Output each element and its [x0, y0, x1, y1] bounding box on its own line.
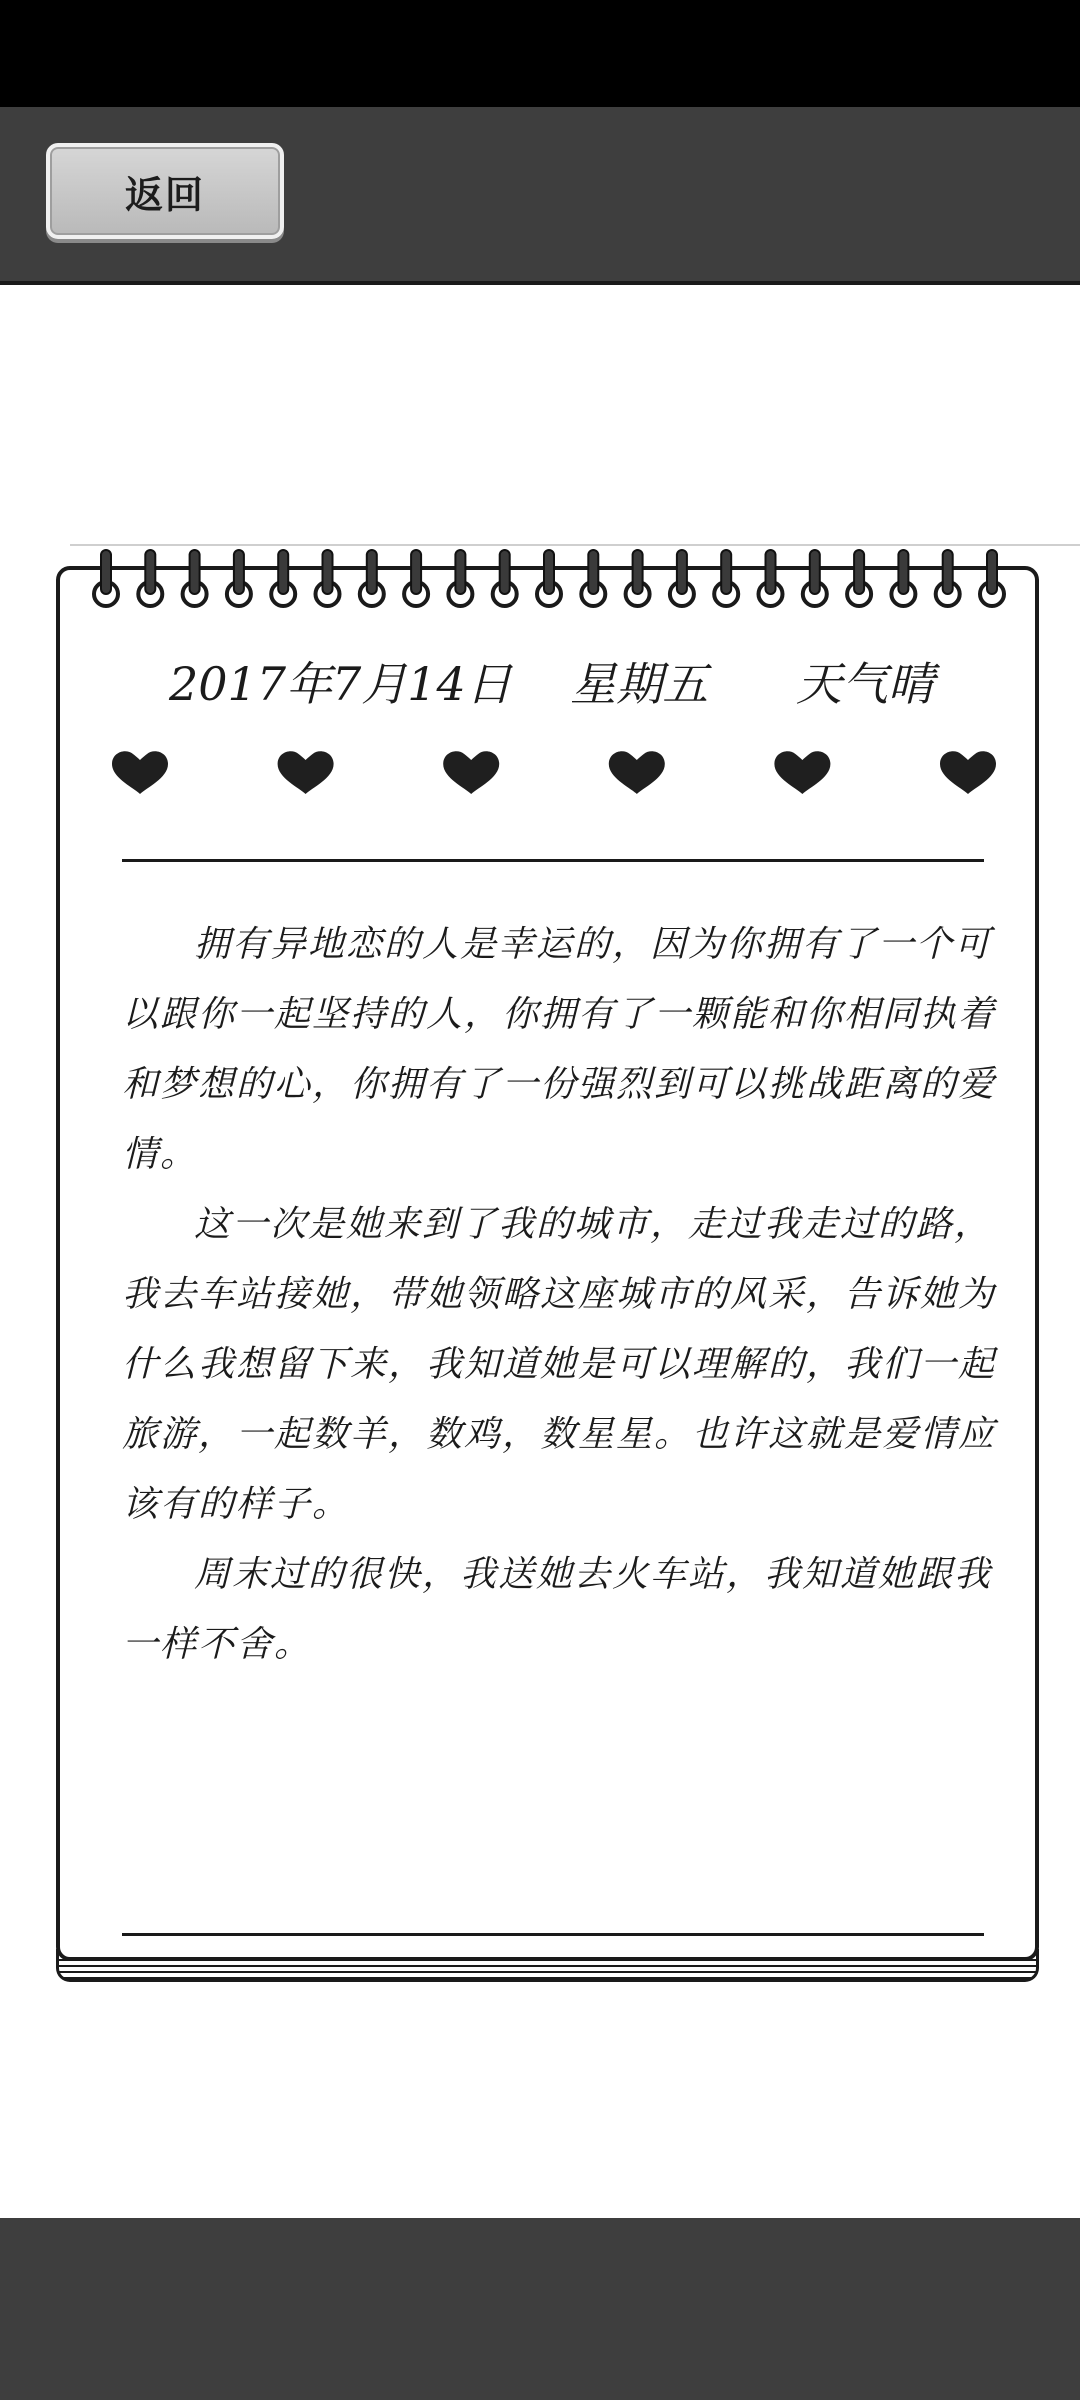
diary-paragraph: 这一次是她来到了我的城市，走过我走过的路，我去车站接她，带她领略这座城市的风采，告诉她为什么我想留下来，我知道她是可以理解的，我们一起旅游，一起数羊，数鸡，数星星。也许这就是爱情应该有的样子。 [122, 1204, 997, 1525]
spiral-ring-icon [360, 550, 384, 606]
spiral-ring-icon [891, 550, 915, 606]
spiral-ring-icon [448, 550, 472, 606]
diary-body [122, 910, 1004, 1680]
spiral-ring-icon [138, 550, 162, 606]
spiral-ring-icon [980, 550, 1004, 606]
hearts-row [110, 748, 998, 796]
status-bar [0, 0, 1080, 107]
heart-icon [774, 751, 830, 794]
heart-icon [443, 751, 499, 794]
back-button[interactable] [46, 143, 284, 239]
heart-icon [940, 751, 996, 794]
spiral-ring-icon [759, 550, 783, 606]
heart-icon [278, 751, 334, 794]
heart-icon [112, 751, 168, 794]
spiral-ring-icon [670, 550, 694, 606]
back-button-label: 返回 [124, 172, 205, 217]
bottom-divider [122, 1933, 984, 1936]
spiral-ring-icon [271, 550, 295, 606]
diary-paragraph: 拥有异地恋的人是幸运的，因为你拥有了一个可以跟你一起坚持的人，你拥有了一颗能和你相同执着和梦想的心，你拥有了一份强烈到可以挑战距离的爱情。 [122, 924, 997, 1175]
spiral-ring-icon [493, 550, 517, 606]
notebook-page [56, 566, 1039, 1961]
spiral-ring-icon [714, 550, 738, 606]
spiral-binding [60, 546, 1043, 616]
spiral-ring-icon [94, 550, 118, 606]
top-divider [122, 859, 984, 862]
bottom-bar [0, 2218, 1080, 2400]
spiral-ring-icon [847, 550, 871, 606]
spiral-ring-icon [626, 550, 650, 606]
spiral-ring-icon [936, 550, 960, 606]
diary-paragraph: 周末过的很快，我送她去火车站，我知道她跟我一样不舍。 [122, 1554, 993, 1665]
spiral-ring-icon [316, 550, 340, 606]
spiral-ring-icon [581, 550, 605, 606]
spiral-ring-icon [404, 550, 428, 606]
spiral-ring-icon [183, 550, 207, 606]
spiral-ring-icon [227, 550, 251, 606]
diary-date-line: 2017年7月14日 星期五 天气晴 [168, 657, 935, 711]
top-bar [0, 107, 1080, 285]
heart-icon [609, 751, 665, 794]
spiral-ring-icon [537, 550, 561, 606]
spiral-ring-icon [803, 550, 827, 606]
notebook [56, 566, 1039, 1982]
